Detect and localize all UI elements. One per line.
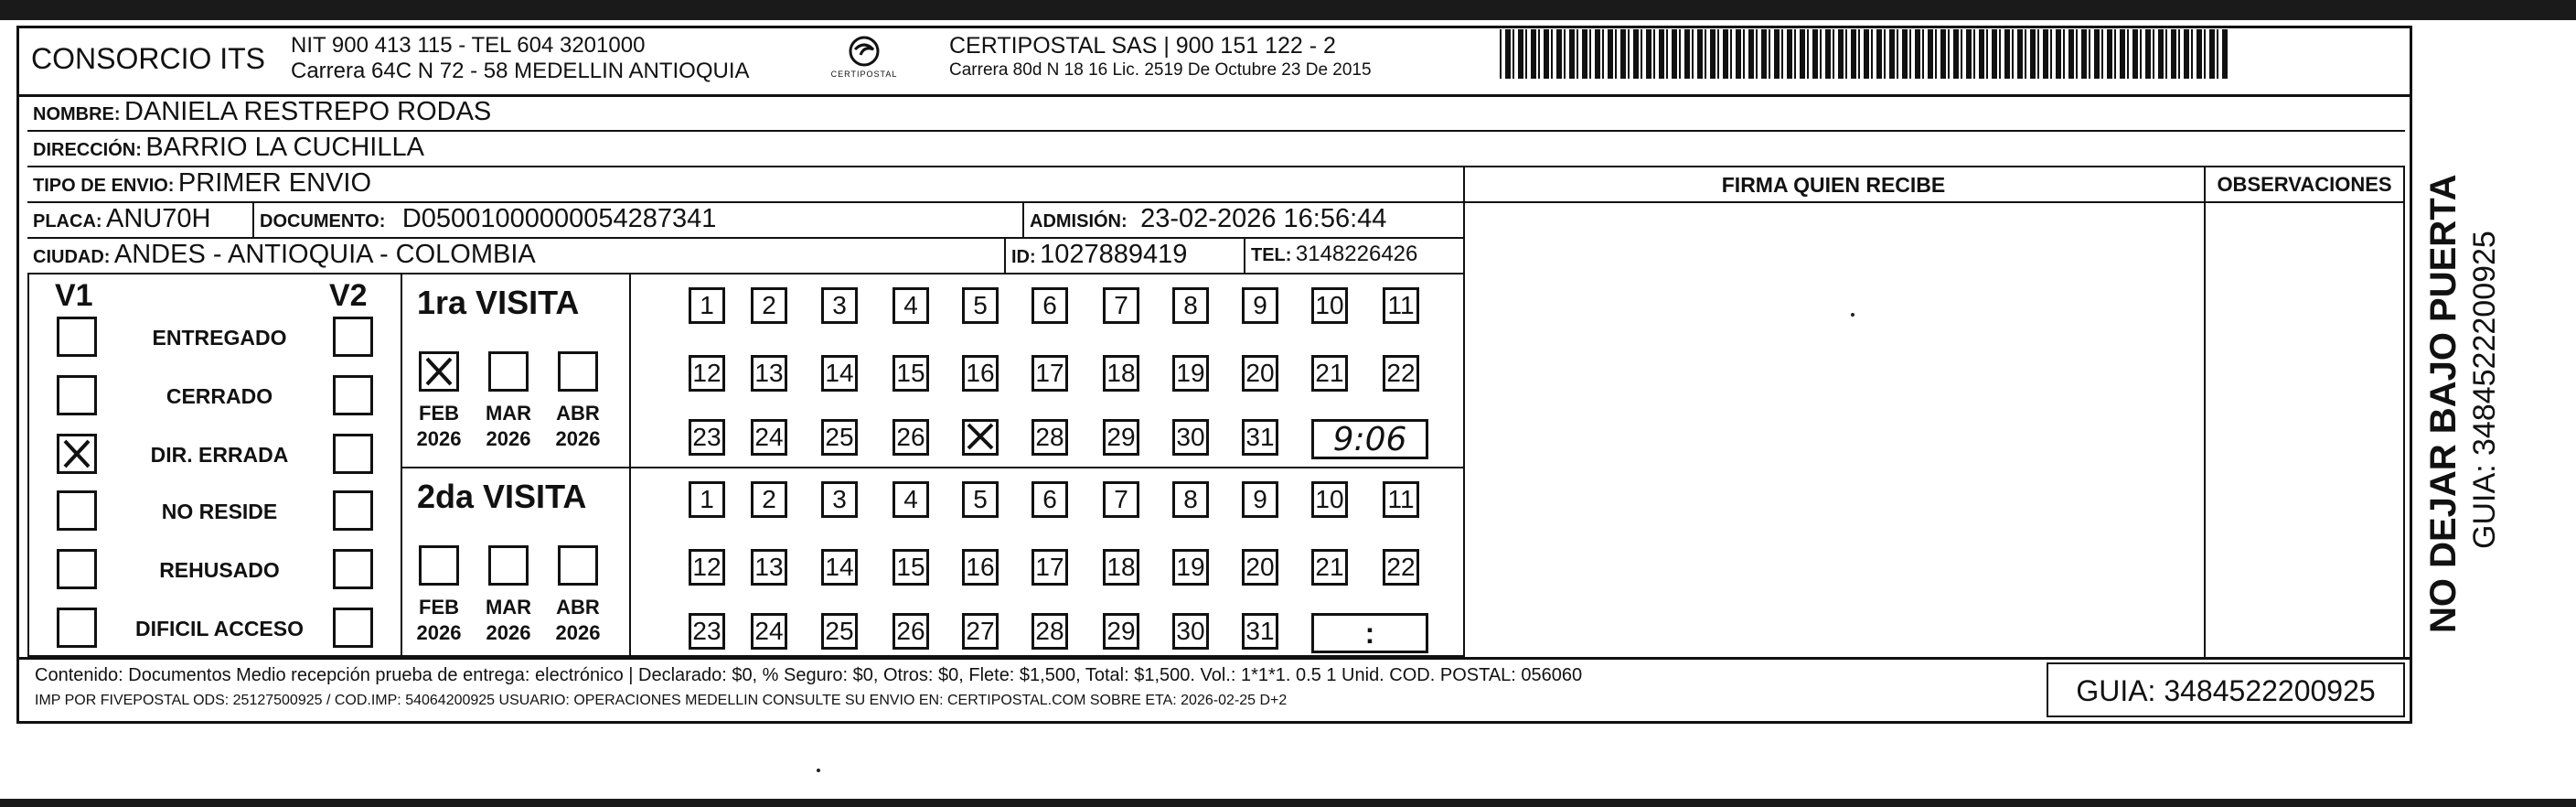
barcode-bar xyxy=(1512,29,1514,79)
day-box[interactable]: 24 xyxy=(751,613,787,650)
day-box[interactable]: 14 xyxy=(821,549,858,586)
barcode-bar xyxy=(1756,29,1758,79)
barcode-bar xyxy=(1544,29,1549,79)
firma-header: FIRMA QUIEN RECIBE xyxy=(1721,173,1946,197)
barcode-bar xyxy=(2101,29,2103,79)
side-warning: NO DEJAR BAJO PUERTA xyxy=(2423,174,2464,633)
day-box[interactable]: 26 xyxy=(893,613,929,650)
barcode-bar xyxy=(1781,29,1783,79)
month-name: FEB xyxy=(419,596,459,619)
barcode-bar xyxy=(1851,29,1856,79)
barcode xyxy=(1500,26,2231,82)
v1-header: V1 xyxy=(55,278,93,313)
time-box[interactable] xyxy=(1311,613,1428,653)
barcode-bar xyxy=(1582,29,1587,79)
footer-imp: IMP POR FIVEPOSTAL ODS: 25127500925 / COD.IMP: 54064200925 USUARIO: OPERACIONES MEDELLIN CONSULTE SU ENVIO EN: CERTIPOSTAL.COM SOBRE ETA: 2026-02-25 D+2 xyxy=(35,693,1288,708)
cell-divider xyxy=(1244,238,1245,273)
barcode-bar xyxy=(1697,29,1703,79)
visit-2-divider xyxy=(629,467,631,657)
barcode-bar xyxy=(1992,29,1997,79)
barcode-bar xyxy=(2204,29,2206,79)
barcode-bar xyxy=(1986,29,1988,79)
barcode-bar xyxy=(2120,29,2125,79)
barcode-bar xyxy=(1825,29,1831,79)
v1-checkbox[interactable] xyxy=(57,375,97,415)
v1-checkbox[interactable] xyxy=(57,317,97,357)
barcode-bar xyxy=(2012,29,2014,79)
day-box[interactable]: 23 xyxy=(689,613,725,650)
barcode-bar xyxy=(2025,29,2026,79)
barcode-bar xyxy=(2209,29,2215,79)
barcode-bar xyxy=(1505,29,1511,79)
company-name: CONSORCIO ITS xyxy=(31,42,266,75)
day-box[interactable]: 15 xyxy=(893,355,929,392)
day-box[interactable]: 10 xyxy=(1311,287,1348,324)
status-option-label: DIR. ERRADA xyxy=(150,443,289,467)
day-box[interactable] xyxy=(962,419,999,456)
barcode-bar xyxy=(1641,29,1642,79)
direccion-row xyxy=(33,133,424,163)
barcode-bar xyxy=(2197,29,2202,79)
day-box[interactable]: 9 xyxy=(1242,481,1278,518)
day-box[interactable]: 30 xyxy=(1172,419,1209,456)
barcode-bar xyxy=(1769,29,1770,79)
day-box[interactable]: 31 xyxy=(1242,419,1278,456)
day-box[interactable]: 23 xyxy=(689,419,725,456)
barcode-bar xyxy=(1902,29,1908,79)
barcode-bar xyxy=(2056,29,2061,79)
visit-1-title: 1ra VISITA xyxy=(417,284,580,321)
barcode-bar xyxy=(1500,29,1502,79)
footer-divider xyxy=(16,657,2412,660)
month-label xyxy=(481,595,536,646)
nombre-row xyxy=(33,97,491,127)
time-box[interactable] xyxy=(1311,419,1428,459)
day-box[interactable]: 1 xyxy=(689,481,725,518)
observaciones-header: OBSERVACIONES xyxy=(2217,173,2392,196)
id-row xyxy=(1011,240,1187,270)
day-box[interactable]: 15 xyxy=(893,549,929,586)
month-checkbox[interactable] xyxy=(488,545,529,586)
barcode-bar xyxy=(2127,29,2129,79)
documento-value: D05001000000054287341 xyxy=(401,204,717,233)
day-box[interactable]: 28 xyxy=(1031,613,1068,650)
day-box[interactable]: 17 xyxy=(1031,355,1068,392)
placa-row xyxy=(33,204,210,234)
day-box[interactable]: 10 xyxy=(1311,481,1348,518)
month-label xyxy=(412,595,466,646)
barcode-bar xyxy=(2191,29,2193,79)
barcode-bar xyxy=(2076,29,2078,79)
day-box[interactable]: 24 xyxy=(751,419,787,456)
barcode-bar xyxy=(1717,29,1719,79)
barcode-bar xyxy=(1820,29,1822,79)
barcode-bar xyxy=(2132,29,2138,79)
barcode-bar xyxy=(1774,29,1780,79)
month-name: MAR xyxy=(485,402,532,425)
month-checkbox[interactable] xyxy=(558,545,598,586)
check-x-icon xyxy=(422,354,456,389)
barcode-bar xyxy=(2140,29,2142,79)
month-year: 2026 xyxy=(486,621,531,644)
bottom-border xyxy=(0,799,2576,807)
barcode-bar xyxy=(1871,29,1873,79)
day-box[interactable]: 26 xyxy=(893,419,929,456)
v2-checkbox[interactable] xyxy=(333,490,373,531)
barcode-bar xyxy=(1692,29,1694,79)
day-box[interactable]: 13 xyxy=(751,355,787,392)
barcode-bar xyxy=(1909,29,1911,79)
barcode-bar xyxy=(1876,29,1882,79)
ciudad-value: ANDES - ANTIOQUIA - COLOMBIA xyxy=(113,240,536,269)
barcode-bar xyxy=(1736,29,1741,79)
v2-checkbox[interactable] xyxy=(333,375,373,415)
row-line xyxy=(27,237,1463,239)
footer-guia: GUIA: 3484522200925 xyxy=(2076,674,2376,707)
barcode-bar xyxy=(1889,29,1895,79)
barcode-bar xyxy=(1935,29,1937,79)
barcode-bar xyxy=(1812,29,1818,79)
status-option-label: ENTREGADO xyxy=(152,326,287,350)
barcode-bar xyxy=(1864,29,1869,79)
v2-checkbox[interactable] xyxy=(333,317,373,357)
barcode-bar xyxy=(1666,29,1668,79)
barcode-bar xyxy=(1538,29,1540,79)
barcode-bar xyxy=(1922,29,1924,79)
barcode-bar xyxy=(1620,29,1626,79)
day-box[interactable]: 22 xyxy=(1383,355,1419,392)
barcode-bar xyxy=(2050,29,2052,79)
barcode-bar xyxy=(1564,29,1566,79)
day-box[interactable]: 5 xyxy=(962,287,999,324)
barcode-bar xyxy=(2081,29,2087,79)
ciudad-label: CIUDAD: xyxy=(33,247,111,267)
barcode-bar xyxy=(2184,29,2189,79)
month-year: 2026 xyxy=(555,621,601,644)
barcode-bar xyxy=(2030,29,2036,79)
barcode-bar xyxy=(1915,29,1920,79)
direccion-value: BARRIO LA CUCHILLA xyxy=(145,133,424,162)
barcode-bar xyxy=(1684,29,1690,79)
day-box[interactable]: 6 xyxy=(1031,287,1068,324)
documento-label: DOCUMENTO: xyxy=(260,211,386,231)
admision-value: 23-02-2026 16:56:44 xyxy=(1140,204,1387,233)
barcode-bar xyxy=(1705,29,1706,79)
barcode-bar xyxy=(2068,29,2074,79)
v2-checkbox[interactable] xyxy=(333,434,373,474)
barcode-bar xyxy=(1999,29,2001,79)
barcode-bar xyxy=(1531,29,1536,79)
barcode-bar xyxy=(2178,29,2180,79)
obs-right-line xyxy=(2403,166,2405,657)
row-line xyxy=(27,201,1463,203)
time-value: 9:06 xyxy=(1332,420,1407,458)
barcode-bar xyxy=(2017,29,2023,79)
barcode-bar xyxy=(1710,29,1716,79)
id-label: ID: xyxy=(1011,247,1036,267)
nombre-value: DANIELA RESTREPO RODAS xyxy=(124,97,492,126)
cell-divider xyxy=(1004,238,1006,273)
day-box[interactable]: 21 xyxy=(1311,549,1348,586)
month-checkbox[interactable] xyxy=(419,351,459,392)
direccion-label: DIRECCIÓN: xyxy=(33,140,142,160)
month-year: 2026 xyxy=(486,427,531,450)
day-box[interactable]: 1 xyxy=(689,287,725,324)
barcode-bar xyxy=(2158,29,2164,79)
barcode-bar xyxy=(2089,29,2090,79)
barcode-bar xyxy=(1743,29,1745,79)
barcode-bar xyxy=(1659,29,1664,79)
day-box[interactable]: 13 xyxy=(751,549,787,586)
barcode-bar xyxy=(1615,29,1617,79)
day-box[interactable]: 7 xyxy=(1103,481,1139,518)
visit-1-divider xyxy=(629,273,631,468)
tel-label: TEL: xyxy=(1251,245,1292,265)
barcode-bar xyxy=(1672,29,1677,79)
admision-row xyxy=(1030,204,1386,234)
barcode-bar xyxy=(1787,29,1792,79)
month-checkbox[interactable] xyxy=(488,351,529,392)
signature-area[interactable] xyxy=(1465,203,2202,655)
barcode-bar xyxy=(1979,29,1984,79)
barcode-bar xyxy=(1833,29,1834,79)
day-box[interactable]: 8 xyxy=(1172,287,1209,324)
v2-checkbox[interactable] xyxy=(333,549,373,589)
day-box[interactable]: 21 xyxy=(1311,355,1348,392)
barcode-bar xyxy=(2165,29,2167,79)
barcode-bar xyxy=(1794,29,1796,79)
barcode-bar xyxy=(2222,29,2228,79)
barcode-bar xyxy=(2094,29,2100,79)
barcode-bar xyxy=(1518,29,1523,79)
status-option-label: DIFICIL ACCESO xyxy=(134,617,304,640)
v1-checkbox[interactable] xyxy=(57,549,97,589)
tipo-row xyxy=(33,168,371,199)
barcode-bar xyxy=(2063,29,2065,79)
barcode-bar xyxy=(1940,29,1946,79)
v2-checkbox[interactable] xyxy=(333,608,373,648)
month-label xyxy=(550,401,605,452)
day-box[interactable]: 4 xyxy=(893,287,929,324)
check-x-icon xyxy=(965,421,996,452)
day-box[interactable]: 2 xyxy=(751,481,787,518)
barcode-bar xyxy=(1723,29,1728,79)
day-box[interactable]: 19 xyxy=(1172,549,1209,586)
status-option-label: CERRADO xyxy=(166,384,273,408)
barcode-bar xyxy=(1646,29,1651,79)
day-box[interactable]: 2 xyxy=(751,287,787,324)
carrier-logo xyxy=(828,33,901,82)
day-box[interactable]: 19 xyxy=(1172,355,1209,392)
barcode-bar xyxy=(2004,29,2010,79)
top-border xyxy=(0,0,2576,20)
day-box[interactable]: 27 xyxy=(962,613,999,650)
barcode-bar xyxy=(1800,29,1805,79)
stray-dot xyxy=(817,769,820,772)
month-year: 2026 xyxy=(416,427,462,450)
v1-checkbox[interactable] xyxy=(57,434,97,474)
barcode-bar xyxy=(1761,29,1767,79)
tipo-label: TIPO DE ENVIO: xyxy=(33,176,175,196)
barcode-bar xyxy=(1897,29,1898,79)
id-value: 1027889419 xyxy=(1040,240,1188,269)
status-option-label: NO RESIDE xyxy=(161,500,278,523)
barcode-bar xyxy=(1807,29,1809,79)
barcode-bar xyxy=(2037,29,2039,79)
carrier-address: Carrera 80d N 18 16 Lic. 2519 De Octubre 23 De 2015 xyxy=(949,60,1372,80)
month-name: ABR xyxy=(556,596,600,619)
month-name: ABR xyxy=(556,402,600,425)
v1-checkbox[interactable] xyxy=(57,490,97,531)
day-box[interactable]: 8 xyxy=(1172,481,1209,518)
day-box[interactable]: 5 xyxy=(962,481,999,518)
month-name: FEB xyxy=(419,402,459,425)
month-year: 2026 xyxy=(555,427,601,450)
barcode-bar xyxy=(1748,29,1754,79)
barcode-bar xyxy=(1953,29,1959,79)
barcode-bar xyxy=(2114,29,2116,79)
company-nit: NIT 900 413 115 - TEL 604 3201000 xyxy=(291,33,646,58)
company-address: Carrera 64C N 72 - 58 MEDELLIN ANTIOQUIA xyxy=(291,59,750,83)
barcode-bar xyxy=(1948,29,1950,79)
barcode-bar xyxy=(1973,29,1975,79)
row-line xyxy=(27,94,2405,96)
barcode-bar xyxy=(1608,29,1613,79)
tel-value: 3148226426 xyxy=(1295,242,1418,266)
month-label xyxy=(550,595,605,646)
day-box[interactable]: 6 xyxy=(1031,481,1068,518)
day-box[interactable]: 25 xyxy=(821,613,858,650)
check-x-icon xyxy=(59,436,94,471)
tel-row xyxy=(1251,242,1417,267)
side-guia: GUIA: 3484522200925 xyxy=(2467,231,2502,549)
barcode-bar xyxy=(1589,29,1591,79)
day-box[interactable]: 22 xyxy=(1383,549,1419,586)
day-box[interactable]: 20 xyxy=(1242,355,1278,392)
nombre-label: NOMBRE: xyxy=(33,104,121,124)
barcode-bar xyxy=(2145,29,2151,79)
v1-checkbox[interactable] xyxy=(57,608,97,648)
barcode-bar xyxy=(1845,29,1847,79)
day-box[interactable]: 31 xyxy=(1242,613,1278,650)
day-box[interactable]: 29 xyxy=(1103,613,1139,650)
day-box[interactable]: 16 xyxy=(962,355,999,392)
barcode-bar xyxy=(1679,29,1681,79)
day-box[interactable]: 9 xyxy=(1242,287,1278,324)
admision-label: ADMISIÓN: xyxy=(1030,211,1128,231)
row-line xyxy=(27,166,2405,167)
day-box[interactable]: 12 xyxy=(689,549,725,586)
barcode-bar xyxy=(1577,29,1578,79)
month-checkbox[interactable] xyxy=(419,545,459,586)
day-box[interactable]: 18 xyxy=(1103,549,1139,586)
barcode-bar xyxy=(1525,29,1527,79)
v2-header: V2 xyxy=(329,278,368,313)
observations-area[interactable] xyxy=(2206,203,2401,655)
barcode-bar xyxy=(2153,29,2154,79)
placa-label: PLACA: xyxy=(33,211,102,231)
ciudad-row xyxy=(33,240,536,270)
month-name: MAR xyxy=(485,596,532,619)
day-box[interactable]: 30 xyxy=(1172,613,1209,650)
day-box[interactable]: 3 xyxy=(821,481,858,518)
footer-contenido: Contenido: Documentos Medio recepción prueba de entrega: electrónico | Declarado: $0, % Seguro: $0, Otros: $0, Flete: $1,500, Total: $1,500. Vol.: 1*1*1. 0.5 1 Unid. COD. POSTAL: 056060 xyxy=(35,665,1583,685)
barcode-bar xyxy=(1961,29,1962,79)
month-label xyxy=(412,401,466,452)
day-box[interactable]: 20 xyxy=(1242,549,1278,586)
day-box[interactable]: 16 xyxy=(962,549,999,586)
barcode-bar xyxy=(2217,29,2218,79)
day-box[interactable]: 7 xyxy=(1103,287,1139,324)
month-year: 2026 xyxy=(416,621,462,644)
barcode-bar xyxy=(1556,29,1562,79)
day-box[interactable]: 29 xyxy=(1103,419,1139,456)
cell-divider xyxy=(252,202,254,237)
visit-2-title: 2da VISITA xyxy=(417,478,587,515)
barcode-bar xyxy=(1928,29,1933,79)
barcode-bar xyxy=(1595,29,1600,79)
barcode-bar xyxy=(1966,29,1972,79)
barcode-bar xyxy=(1730,29,1732,79)
barcode-bar xyxy=(1838,29,1844,79)
day-box[interactable]: 3 xyxy=(821,287,858,324)
barcode-bar xyxy=(1633,29,1639,79)
day-box[interactable]: 25 xyxy=(821,419,858,456)
day-box[interactable]: 18 xyxy=(1103,355,1139,392)
carrier-logo-text: CERTIPOSTAL xyxy=(830,70,898,79)
barcode-bar xyxy=(1551,29,1553,79)
day-box[interactable]: 11 xyxy=(1383,287,1419,324)
stray-dot xyxy=(1851,313,1855,317)
row-line xyxy=(27,130,2405,132)
barcode-bar xyxy=(1569,29,1575,79)
day-box[interactable]: 12 xyxy=(689,355,725,392)
carrier-line: CERTIPOSTAL SAS | 900 151 122 - 2 xyxy=(949,33,1336,59)
barcode-bar xyxy=(1628,29,1630,79)
barcode-bar xyxy=(1653,29,1655,79)
barcode-bar xyxy=(1884,29,1886,79)
barcode-bar xyxy=(2171,29,2176,79)
placa-value: ANU70H xyxy=(106,204,211,233)
barcode-bar xyxy=(2043,29,2048,79)
cell-divider xyxy=(1022,202,1024,237)
month-checkbox[interactable] xyxy=(558,351,598,392)
status-option-label: REHUSADO xyxy=(159,558,280,582)
month-label xyxy=(481,401,536,452)
documento-row xyxy=(260,204,716,234)
tipo-value: PRIMER ENVIO xyxy=(177,168,372,198)
day-box[interactable]: 11 xyxy=(1383,481,1419,518)
day-box[interactable]: 4 xyxy=(893,481,929,518)
day-box[interactable]: 14 xyxy=(821,355,858,392)
barcode-bar xyxy=(1602,29,1604,79)
day-box[interactable]: 28 xyxy=(1031,419,1068,456)
barcode-bar xyxy=(2107,29,2112,79)
barcode-bar xyxy=(1858,29,1860,79)
time-value: : xyxy=(1364,616,1375,650)
day-box[interactable]: 17 xyxy=(1031,549,1068,586)
